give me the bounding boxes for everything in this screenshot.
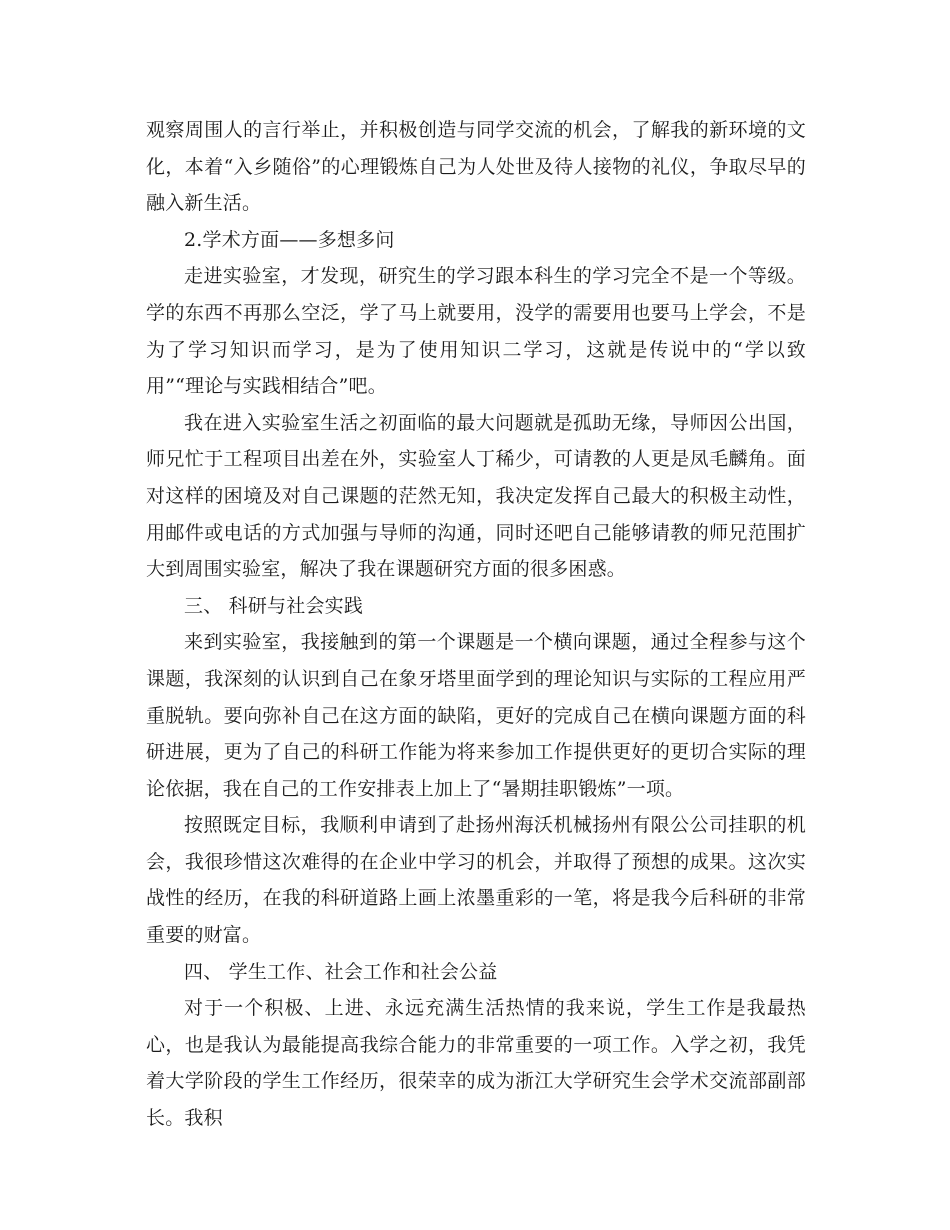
section-heading-research-practice: 三、 科研与社会实践 xyxy=(184,594,364,617)
paragraph-culture-adaptation: 观察周围人的言行举止，并积极创造与同学交流的机会，了解我的新环境的文化，本着“入乡随俗”的心理锻炼自己为人处世及待人接物的礼仪，争取尽早的融入新生活。 xyxy=(146,119,806,215)
paragraph-lab-difficulties: 我在进入实验室生活之初面临的最大问题就是孤助无缘，导师因公出国，师兄忙于工程项目出差在外，实验室人丁稀少，可请教的人更是凤毛麟角。面对这样的困境及对自己课题的茫然无知，我决定发挥自己最大的积极主动性，用邮件或电话的方式加强与导师的沟通，同时还吧自己能够请教的师兄范围扩大到周围实验室，解决了我在课题研究方面的很多困惑。 xyxy=(146,411,806,581)
document-body xyxy=(146,112,806,1137)
paragraph-lab-study: 走进实验室，才发现，研究生的学习跟本科生的学习完全不是一个等级。学的东西不再那么空泛，学了马上就要用，没学的需要用也要马上学会，不是为了学习知识而学习，是为了使用知识二学习，这就是传说中的“学以致用”“理论与实践相结合”吧。 xyxy=(146,265,806,398)
paragraph-student-union: 对于一个积极、上进、永远充满生活热情的我来说，学生工作是我最热心，也是我认为最能提高我综合能力的非常重要的一项工作。入学之初，我凭着大学阶段的学生工作经历，很荣幸的成为浙江大学研究生会学术交流部副部长。我积 xyxy=(146,997,806,1130)
section-heading-student-work: 四、 学生工作、社会工作和社会公益 xyxy=(184,960,498,983)
section-heading-academic: 2.学术方面——多想多问 xyxy=(184,228,395,251)
paragraph-first-project: 来到实验室，我接触到的第一个课题是一个横向课题，通过全程参与这个课题，我深刻的认识到自己在象牙塔里面学到的理论知识与实际的工程应用严重脱轨。要向弥补自己在这方面的缺陷，更好的完成自己在横向课题方面的科研进展，更为了自己的科研工作能为将来参加工作提供更好的更切合实际的理论依据，我在自己的工作安排表上加上了“暑期挂职锻炼”一项。 xyxy=(146,631,806,800)
paragraph-internship: 按照既定目标，我顺利申请到了赴扬州海沃机械扬州有限公公司挂职的机会，我很珍惜这次难得的在企业中学习的机会，并取得了预想的成果。这次实战性的经历，在我的科研道路上画上浓墨重彩的一笔，将是我今后科研的非常重要的财富。 xyxy=(146,814,806,947)
